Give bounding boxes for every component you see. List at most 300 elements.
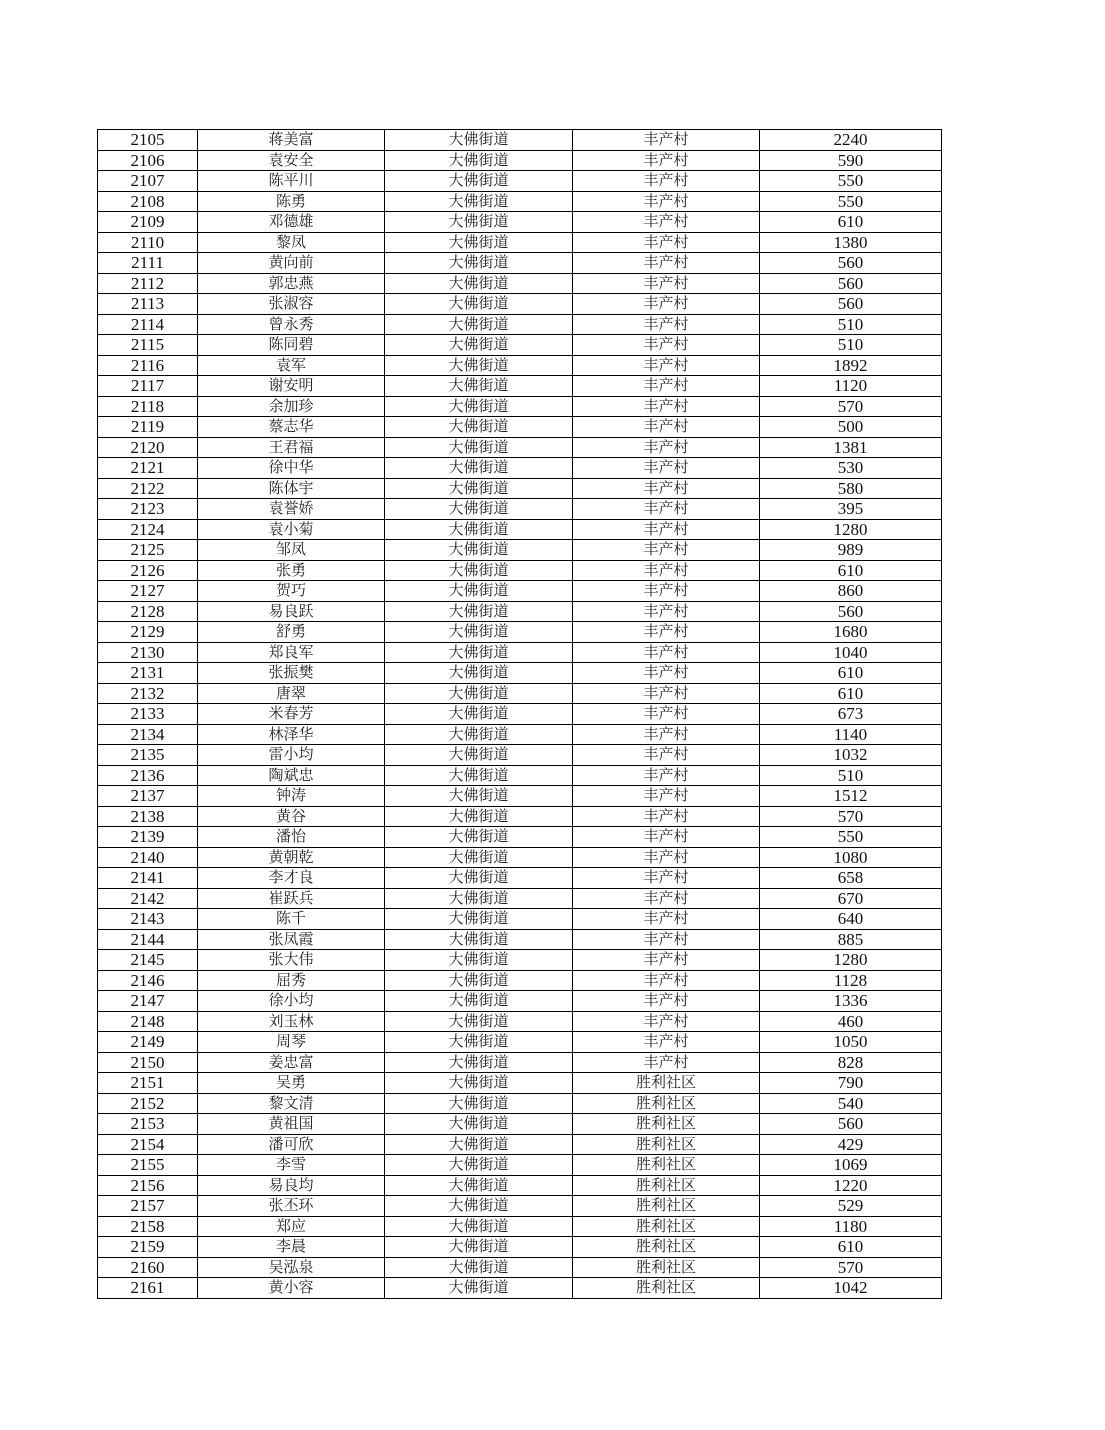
village-cell: 丰产村 <box>573 335 760 356</box>
table-row <box>98 273 942 294</box>
street-cell: 大佛街道 <box>385 232 573 253</box>
amount-cell: 610 <box>760 212 942 233</box>
village-cell: 胜利社区 <box>573 1216 760 1237</box>
row-number-cell: 2120 <box>98 437 198 458</box>
name-cell: 刘玉林 <box>198 1011 385 1032</box>
table-row <box>98 376 942 397</box>
street-cell: 大佛街道 <box>385 499 573 520</box>
row-number-cell: 2113 <box>98 294 198 315</box>
row-number-cell: 2146 <box>98 970 198 991</box>
village-cell: 胜利社区 <box>573 1278 760 1299</box>
table-row <box>98 150 942 171</box>
village-cell: 胜利社区 <box>573 1257 760 1278</box>
street-cell: 大佛街道 <box>385 765 573 786</box>
table-row <box>98 1278 942 1299</box>
table-row <box>98 683 942 704</box>
table-row <box>98 1073 942 1094</box>
amount-cell: 1050 <box>760 1032 942 1053</box>
row-number-cell: 2105 <box>98 130 198 151</box>
name-cell: 张振樊 <box>198 663 385 684</box>
amount-cell: 550 <box>760 171 942 192</box>
row-number-cell: 2148 <box>98 1011 198 1032</box>
table-row <box>98 1134 942 1155</box>
row-number-cell: 2119 <box>98 417 198 438</box>
row-number-cell: 2151 <box>98 1073 198 1094</box>
village-cell: 丰产村 <box>573 929 760 950</box>
village-cell: 丰产村 <box>573 642 760 663</box>
amount-cell: 1280 <box>760 950 942 971</box>
village-cell: 丰产村 <box>573 273 760 294</box>
table-row <box>98 335 942 356</box>
table-row <box>98 724 942 745</box>
table-row <box>98 704 942 725</box>
table-row <box>98 745 942 766</box>
street-cell: 大佛街道 <box>385 970 573 991</box>
street-cell: 大佛街道 <box>385 724 573 745</box>
name-cell: 姜忠富 <box>198 1052 385 1073</box>
amount-cell: 570 <box>760 806 942 827</box>
street-cell: 大佛街道 <box>385 1278 573 1299</box>
street-cell: 大佛街道 <box>385 847 573 868</box>
name-cell: 崔跃兵 <box>198 888 385 909</box>
table-row <box>98 827 942 848</box>
row-number-cell: 2147 <box>98 991 198 1012</box>
street-cell: 大佛街道 <box>385 1257 573 1278</box>
name-cell: 舒勇 <box>198 622 385 643</box>
row-number-cell: 2135 <box>98 745 198 766</box>
name-cell: 黄小容 <box>198 1278 385 1299</box>
row-number-cell: 2159 <box>98 1237 198 1258</box>
street-cell: 大佛街道 <box>385 642 573 663</box>
row-number-cell: 2157 <box>98 1196 198 1217</box>
street-cell: 大佛街道 <box>385 396 573 417</box>
name-cell: 张丕环 <box>198 1196 385 1217</box>
name-cell: 郭忠燕 <box>198 273 385 294</box>
row-number-cell: 2118 <box>98 396 198 417</box>
table-row <box>98 765 942 786</box>
village-cell: 丰产村 <box>573 1032 760 1053</box>
name-cell: 张淑容 <box>198 294 385 315</box>
street-cell: 大佛街道 <box>385 1114 573 1135</box>
street-cell: 大佛街道 <box>385 1134 573 1155</box>
table-row <box>98 294 942 315</box>
name-cell: 徐小均 <box>198 991 385 1012</box>
row-number-cell: 2117 <box>98 376 198 397</box>
village-cell: 丰产村 <box>573 478 760 499</box>
table-row <box>98 417 942 438</box>
amount-cell: 460 <box>760 1011 942 1032</box>
village-cell: 丰产村 <box>573 581 760 602</box>
name-cell: 袁军 <box>198 355 385 376</box>
amount-cell: 530 <box>760 458 942 479</box>
name-cell: 陈同碧 <box>198 335 385 356</box>
table-row <box>98 1175 942 1196</box>
row-number-cell: 2149 <box>98 1032 198 1053</box>
name-cell: 黄朝乾 <box>198 847 385 868</box>
street-cell: 大佛街道 <box>385 1052 573 1073</box>
table-row <box>98 663 942 684</box>
street-cell: 大佛街道 <box>385 355 573 376</box>
amount-cell: 640 <box>760 909 942 930</box>
amount-cell: 1220 <box>760 1175 942 1196</box>
village-cell: 丰产村 <box>573 130 760 151</box>
name-cell: 黄谷 <box>198 806 385 827</box>
row-number-cell: 2150 <box>98 1052 198 1073</box>
row-number-cell: 2126 <box>98 560 198 581</box>
table-row <box>98 909 942 930</box>
amount-cell: 610 <box>760 1237 942 1258</box>
village-cell: 丰产村 <box>573 232 760 253</box>
row-number-cell: 2143 <box>98 909 198 930</box>
amount-cell: 529 <box>760 1196 942 1217</box>
name-cell: 袁安全 <box>198 150 385 171</box>
row-number-cell: 2109 <box>98 212 198 233</box>
subsidy-table <box>97 129 942 1299</box>
table-row <box>98 786 942 807</box>
village-cell: 丰产村 <box>573 499 760 520</box>
row-number-cell: 2145 <box>98 950 198 971</box>
street-cell: 大佛街道 <box>385 1073 573 1094</box>
table-row <box>98 991 942 1012</box>
amount-cell: 1069 <box>760 1155 942 1176</box>
amount-cell: 1120 <box>760 376 942 397</box>
amount-cell: 2240 <box>760 130 942 151</box>
village-cell: 胜利社区 <box>573 1175 760 1196</box>
street-cell: 大佛街道 <box>385 745 573 766</box>
name-cell: 钟涛 <box>198 786 385 807</box>
village-cell: 丰产村 <box>573 827 760 848</box>
table-row <box>98 1216 942 1237</box>
row-number-cell: 2154 <box>98 1134 198 1155</box>
name-cell: 易良跃 <box>198 601 385 622</box>
amount-cell: 1042 <box>760 1278 942 1299</box>
amount-cell: 560 <box>760 601 942 622</box>
row-number-cell: 2142 <box>98 888 198 909</box>
amount-cell: 1512 <box>760 786 942 807</box>
village-cell: 丰产村 <box>573 847 760 868</box>
table-row <box>98 355 942 376</box>
name-cell: 唐翠 <box>198 683 385 704</box>
amount-cell: 885 <box>760 929 942 950</box>
row-number-cell: 2156 <box>98 1175 198 1196</box>
name-cell: 屈秀 <box>198 970 385 991</box>
street-cell: 大佛街道 <box>385 478 573 499</box>
table-row <box>98 519 942 540</box>
table-body <box>98 130 942 1299</box>
name-cell: 李才良 <box>198 868 385 889</box>
amount-cell: 1380 <box>760 232 942 253</box>
amount-cell: 1381 <box>760 437 942 458</box>
amount-cell: 560 <box>760 273 942 294</box>
name-cell: 曾永秀 <box>198 314 385 335</box>
row-number-cell: 2115 <box>98 335 198 356</box>
table-row <box>98 191 942 212</box>
row-number-cell: 2134 <box>98 724 198 745</box>
name-cell: 蔡志华 <box>198 417 385 438</box>
amount-cell: 570 <box>760 396 942 417</box>
street-cell: 大佛街道 <box>385 130 573 151</box>
table-row <box>98 1114 942 1135</box>
row-number-cell: 2124 <box>98 519 198 540</box>
table-row <box>98 950 942 971</box>
table-row <box>98 437 942 458</box>
amount-cell: 1280 <box>760 519 942 540</box>
name-cell: 徐中华 <box>198 458 385 479</box>
village-cell: 丰产村 <box>573 1011 760 1032</box>
village-cell: 丰产村 <box>573 765 760 786</box>
row-number-cell: 2136 <box>98 765 198 786</box>
street-cell: 大佛街道 <box>385 1011 573 1032</box>
village-cell: 丰产村 <box>573 150 760 171</box>
village-cell: 胜利社区 <box>573 1134 760 1155</box>
name-cell: 张凤霞 <box>198 929 385 950</box>
village-cell: 丰产村 <box>573 909 760 930</box>
village-cell: 丰产村 <box>573 191 760 212</box>
amount-cell: 429 <box>760 1134 942 1155</box>
amount-cell: 1680 <box>760 622 942 643</box>
village-cell: 胜利社区 <box>573 1237 760 1258</box>
table-row <box>98 314 942 335</box>
table-row <box>98 581 942 602</box>
name-cell: 黄祖国 <box>198 1114 385 1135</box>
village-cell: 丰产村 <box>573 786 760 807</box>
street-cell: 大佛街道 <box>385 1175 573 1196</box>
table-row <box>98 1155 942 1176</box>
name-cell: 王君福 <box>198 437 385 458</box>
amount-cell: 1080 <box>760 847 942 868</box>
table-row <box>98 540 942 561</box>
amount-cell: 540 <box>760 1093 942 1114</box>
table-row <box>98 499 942 520</box>
village-cell: 丰产村 <box>573 806 760 827</box>
amount-cell: 560 <box>760 253 942 274</box>
name-cell: 张大伟 <box>198 950 385 971</box>
name-cell: 余加珍 <box>198 396 385 417</box>
amount-cell: 658 <box>760 868 942 889</box>
amount-cell: 828 <box>760 1052 942 1073</box>
table-row <box>98 1257 942 1278</box>
street-cell: 大佛街道 <box>385 191 573 212</box>
name-cell: 蒋美富 <box>198 130 385 151</box>
amount-cell: 510 <box>760 335 942 356</box>
row-number-cell: 2122 <box>98 478 198 499</box>
name-cell: 郑良军 <box>198 642 385 663</box>
village-cell: 丰产村 <box>573 704 760 725</box>
street-cell: 大佛街道 <box>385 458 573 479</box>
street-cell: 大佛街道 <box>385 929 573 950</box>
row-number-cell: 2161 <box>98 1278 198 1299</box>
table-row <box>98 601 942 622</box>
street-cell: 大佛街道 <box>385 171 573 192</box>
street-cell: 大佛街道 <box>385 540 573 561</box>
table-row <box>98 1196 942 1217</box>
amount-cell: 550 <box>760 191 942 212</box>
street-cell: 大佛街道 <box>385 786 573 807</box>
street-cell: 大佛街道 <box>385 663 573 684</box>
amount-cell: 1180 <box>760 1216 942 1237</box>
village-cell: 丰产村 <box>573 663 760 684</box>
name-cell: 陈勇 <box>198 191 385 212</box>
amount-cell: 1892 <box>760 355 942 376</box>
row-number-cell: 2139 <box>98 827 198 848</box>
row-number-cell: 2153 <box>98 1114 198 1135</box>
name-cell: 黎文清 <box>198 1093 385 1114</box>
name-cell: 李雪 <box>198 1155 385 1176</box>
street-cell: 大佛街道 <box>385 1216 573 1237</box>
village-cell: 丰产村 <box>573 622 760 643</box>
row-number-cell: 2130 <box>98 642 198 663</box>
name-cell: 贺巧 <box>198 581 385 602</box>
table-row <box>98 560 942 581</box>
row-number-cell: 2144 <box>98 929 198 950</box>
row-number-cell: 2116 <box>98 355 198 376</box>
table-row <box>98 1237 942 1258</box>
street-cell: 大佛街道 <box>385 417 573 438</box>
amount-cell: 670 <box>760 888 942 909</box>
table-row <box>98 232 942 253</box>
village-cell: 胜利社区 <box>573 1155 760 1176</box>
village-cell: 丰产村 <box>573 888 760 909</box>
street-cell: 大佛街道 <box>385 212 573 233</box>
table-row <box>98 1093 942 1114</box>
village-cell: 丰产村 <box>573 1052 760 1073</box>
village-cell: 丰产村 <box>573 970 760 991</box>
table-row <box>98 212 942 233</box>
table-row <box>98 458 942 479</box>
street-cell: 大佛街道 <box>385 1032 573 1053</box>
street-cell: 大佛街道 <box>385 806 573 827</box>
village-cell: 丰产村 <box>573 724 760 745</box>
name-cell: 林泽华 <box>198 724 385 745</box>
row-number-cell: 2132 <box>98 683 198 704</box>
row-number-cell: 2128 <box>98 601 198 622</box>
village-cell: 丰产村 <box>573 396 760 417</box>
table-row <box>98 253 942 274</box>
amount-cell: 790 <box>760 1073 942 1094</box>
amount-cell: 610 <box>760 683 942 704</box>
street-cell: 大佛街道 <box>385 581 573 602</box>
row-number-cell: 2155 <box>98 1155 198 1176</box>
amount-cell: 560 <box>760 294 942 315</box>
name-cell: 潘可欣 <box>198 1134 385 1155</box>
amount-cell: 395 <box>760 499 942 520</box>
street-cell: 大佛街道 <box>385 1155 573 1176</box>
row-number-cell: 2158 <box>98 1216 198 1237</box>
amount-cell: 500 <box>760 417 942 438</box>
row-number-cell: 2110 <box>98 232 198 253</box>
name-cell: 谢安明 <box>198 376 385 397</box>
street-cell: 大佛街道 <box>385 601 573 622</box>
village-cell: 丰产村 <box>573 560 760 581</box>
street-cell: 大佛街道 <box>385 1196 573 1217</box>
name-cell: 陈千 <box>198 909 385 930</box>
table-row <box>98 478 942 499</box>
table-row <box>98 171 942 192</box>
street-cell: 大佛街道 <box>385 888 573 909</box>
village-cell: 丰产村 <box>573 376 760 397</box>
street-cell: 大佛街道 <box>385 622 573 643</box>
amount-cell: 1336 <box>760 991 942 1012</box>
table-row <box>98 1052 942 1073</box>
village-cell: 丰产村 <box>573 540 760 561</box>
table-row <box>98 396 942 417</box>
amount-cell: 610 <box>760 663 942 684</box>
table-row <box>98 642 942 663</box>
amount-cell: 989 <box>760 540 942 561</box>
village-cell: 丰产村 <box>573 601 760 622</box>
street-cell: 大佛街道 <box>385 1093 573 1114</box>
amount-cell: 1040 <box>760 642 942 663</box>
street-cell: 大佛街道 <box>385 909 573 930</box>
table-row <box>98 1032 942 1053</box>
village-cell: 丰产村 <box>573 683 760 704</box>
village-cell: 丰产村 <box>573 950 760 971</box>
table-row <box>98 622 942 643</box>
village-cell: 丰产村 <box>573 745 760 766</box>
row-number-cell: 2141 <box>98 868 198 889</box>
row-number-cell: 2106 <box>98 150 198 171</box>
name-cell: 邓德雄 <box>198 212 385 233</box>
row-number-cell: 2125 <box>98 540 198 561</box>
village-cell: 丰产村 <box>573 212 760 233</box>
row-number-cell: 2160 <box>98 1257 198 1278</box>
street-cell: 大佛街道 <box>385 437 573 458</box>
amount-cell: 570 <box>760 1257 942 1278</box>
name-cell: 陈平川 <box>198 171 385 192</box>
village-cell: 胜利社区 <box>573 1073 760 1094</box>
name-cell: 郑应 <box>198 1216 385 1237</box>
document-page <box>97 129 942 1299</box>
street-cell: 大佛街道 <box>385 150 573 171</box>
name-cell: 邹凤 <box>198 540 385 561</box>
row-number-cell: 2111 <box>98 253 198 274</box>
village-cell: 丰产村 <box>573 171 760 192</box>
name-cell: 袁誉娇 <box>198 499 385 520</box>
amount-cell: 1032 <box>760 745 942 766</box>
amount-cell: 860 <box>760 581 942 602</box>
village-cell: 丰产村 <box>573 314 760 335</box>
village-cell: 胜利社区 <box>573 1196 760 1217</box>
row-number-cell: 2123 <box>98 499 198 520</box>
table-row <box>98 1011 942 1032</box>
row-number-cell: 2112 <box>98 273 198 294</box>
village-cell: 丰产村 <box>573 294 760 315</box>
street-cell: 大佛街道 <box>385 868 573 889</box>
street-cell: 大佛街道 <box>385 335 573 356</box>
amount-cell: 580 <box>760 478 942 499</box>
name-cell: 米春芳 <box>198 704 385 725</box>
street-cell: 大佛街道 <box>385 314 573 335</box>
table-row <box>98 970 942 991</box>
amount-cell: 1140 <box>760 724 942 745</box>
village-cell: 丰产村 <box>573 417 760 438</box>
street-cell: 大佛街道 <box>385 683 573 704</box>
amount-cell: 590 <box>760 150 942 171</box>
name-cell: 周琴 <box>198 1032 385 1053</box>
row-number-cell: 2133 <box>98 704 198 725</box>
name-cell: 雷小均 <box>198 745 385 766</box>
name-cell: 袁小菊 <box>198 519 385 540</box>
village-cell: 丰产村 <box>573 519 760 540</box>
street-cell: 大佛街道 <box>385 704 573 725</box>
name-cell: 黎凤 <box>198 232 385 253</box>
table-row <box>98 888 942 909</box>
village-cell: 胜利社区 <box>573 1114 760 1135</box>
table-row <box>98 929 942 950</box>
street-cell: 大佛街道 <box>385 294 573 315</box>
row-number-cell: 2129 <box>98 622 198 643</box>
table-row <box>98 130 942 151</box>
